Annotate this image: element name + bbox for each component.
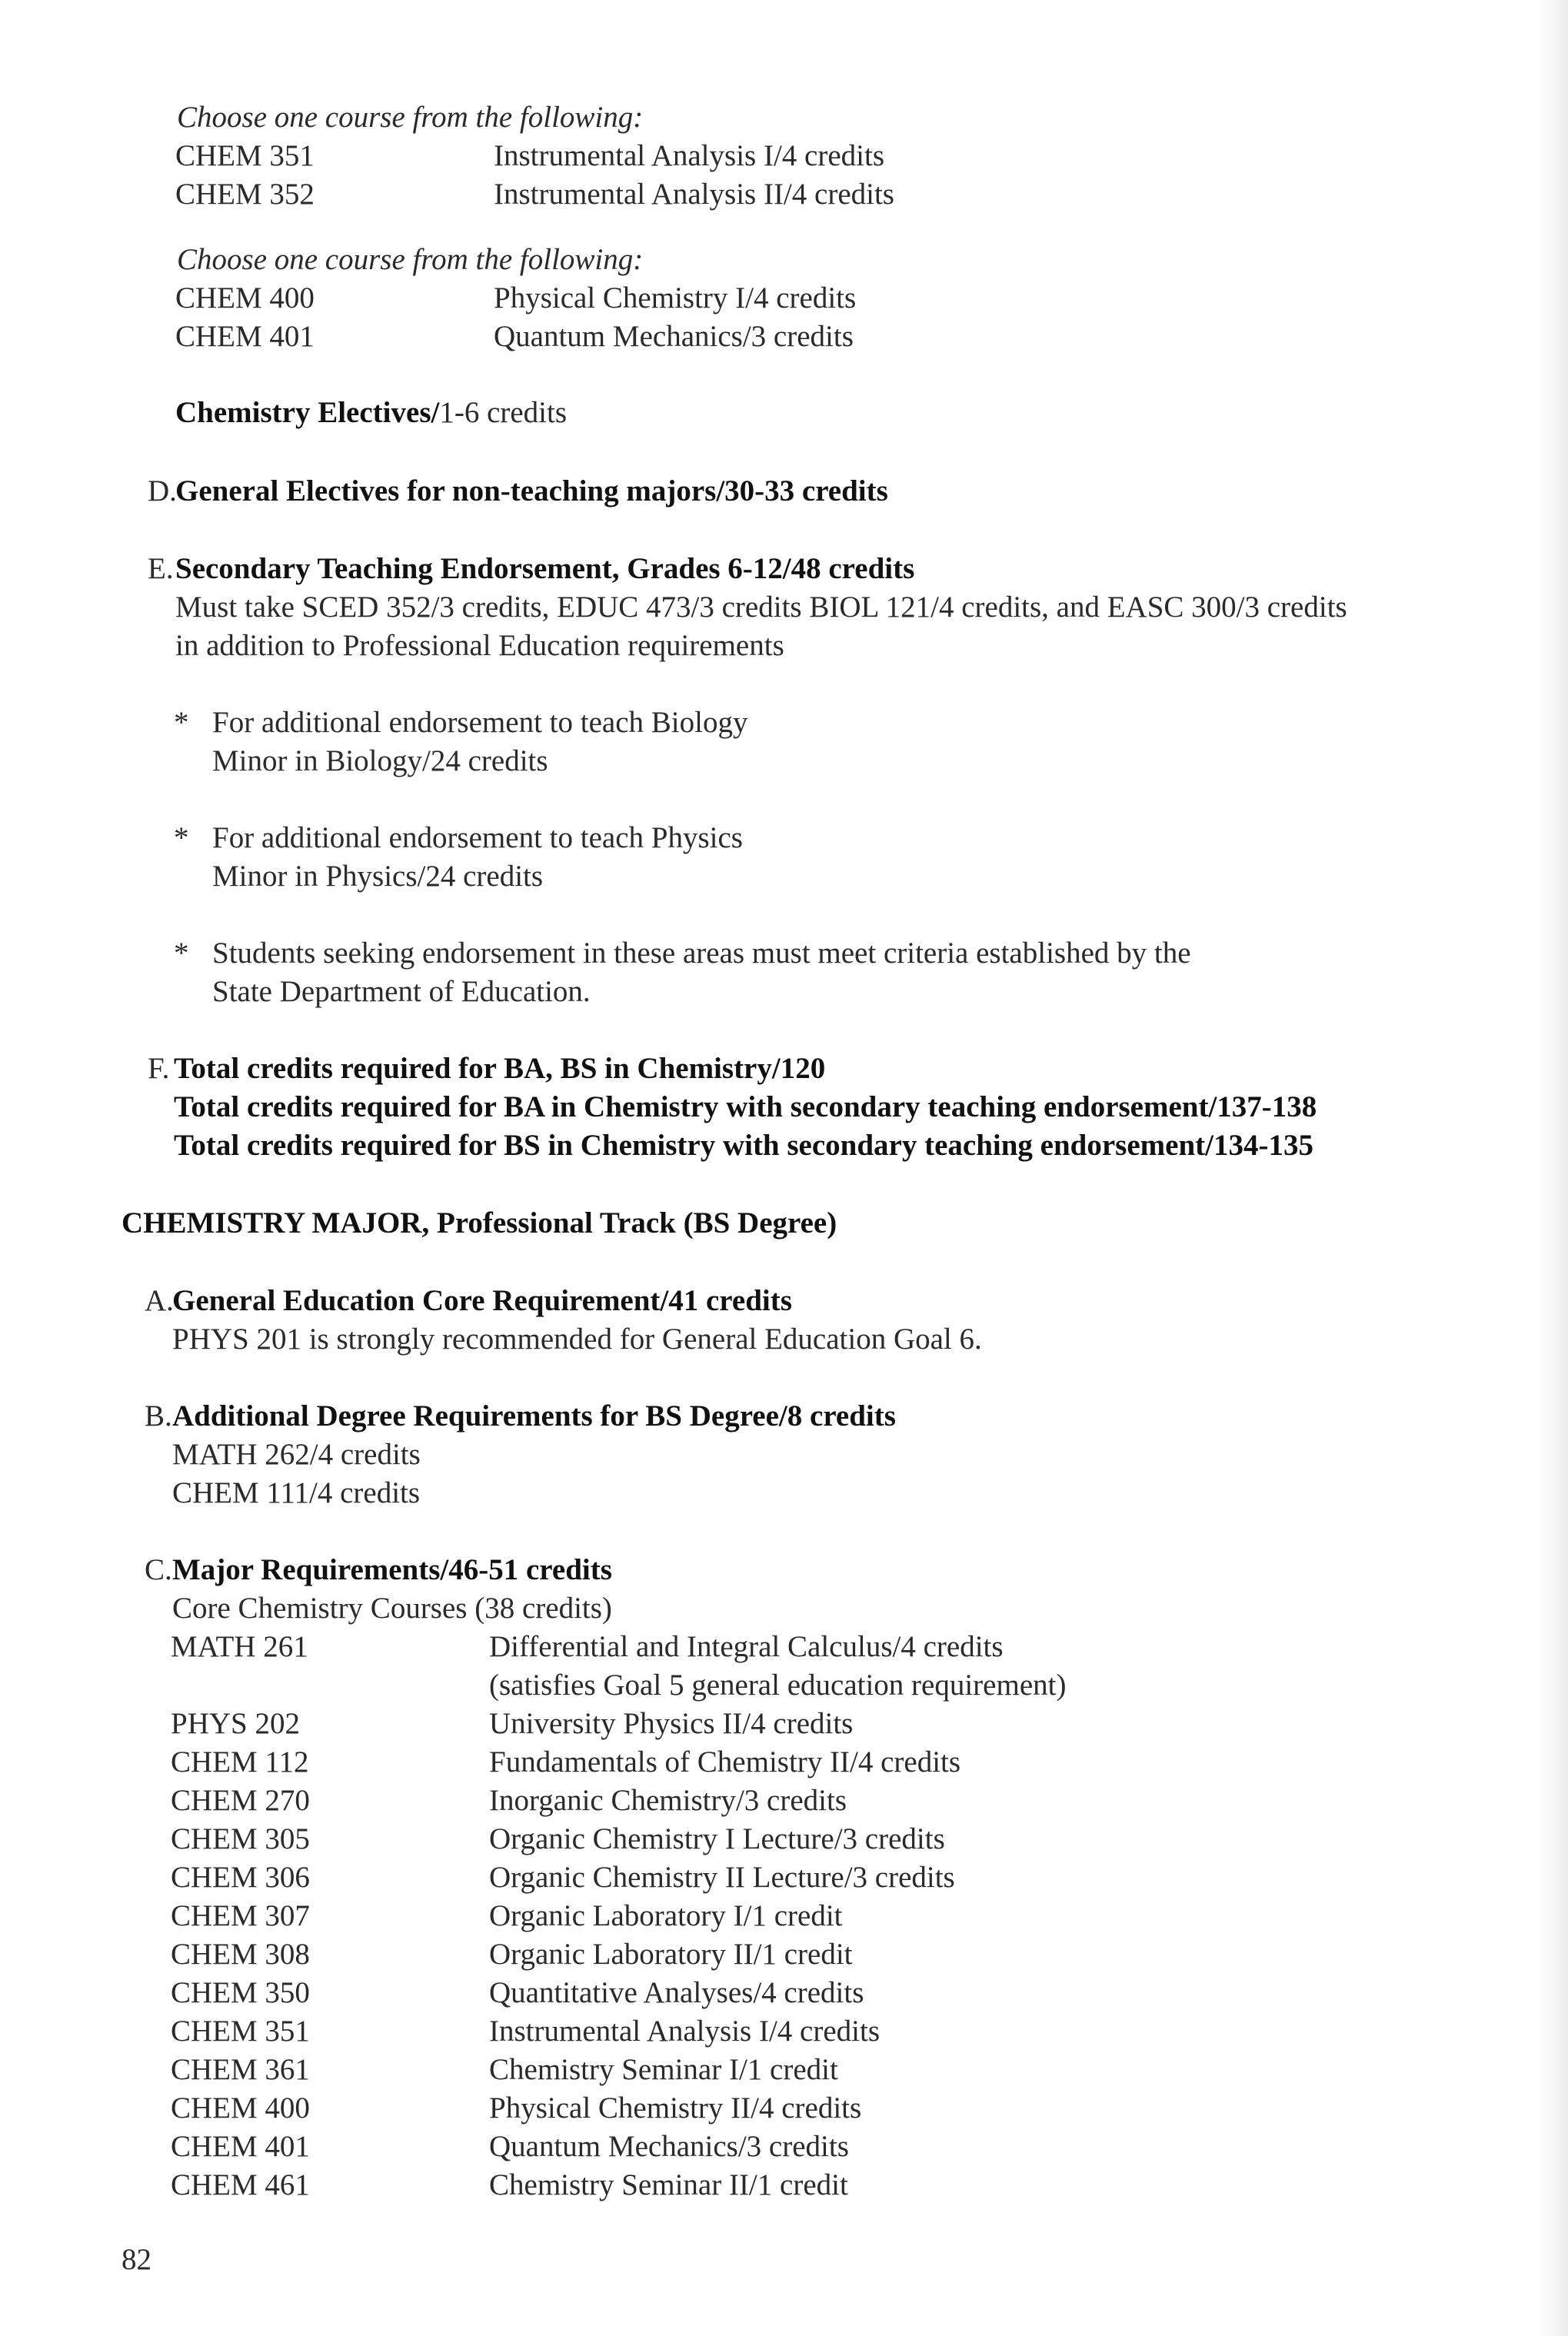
course-desc: Chemistry Seminar II/1 credit bbox=[489, 2168, 848, 2201]
total-credits-line: Total credits required for BA, BS in Chemistry/120 bbox=[174, 1052, 826, 1085]
course-desc: Fundamentals of Chemistry II/4 credits bbox=[489, 1745, 961, 1779]
bullet-text: Minor in Physics/24 credits bbox=[212, 860, 544, 893]
choose-label-1: Choose one course from the following: bbox=[177, 101, 644, 134]
course-desc: Quantum Mechanics/3 credits bbox=[494, 320, 854, 353]
section-b-text: MATH 262/4 credits bbox=[172, 1438, 421, 1471]
section-letter: E. bbox=[148, 552, 174, 585]
total-credits-line: Total credits required for BA in Chemistry with secondary teaching endorsement/137-138 bbox=[174, 1090, 1317, 1123]
electives-value: 1-6 credits bbox=[439, 396, 568, 429]
course-desc: Organic Laboratory II/1 credit bbox=[489, 1938, 853, 1971]
course-desc: (satisfies Goal 5 general education requirement) bbox=[489, 1669, 1067, 1702]
section-a-title: General Education Core Requirement/41 credits bbox=[172, 1284, 792, 1317]
total-credits-line: Total credits required for BS in Chemistry with secondary teaching endorsement/134-135 bbox=[174, 1129, 1313, 1162]
course-code: MATH 261 bbox=[171, 1630, 308, 1663]
bullet-text: For additional endorsement to teach Biology bbox=[212, 706, 748, 739]
bullet-text: Students seeking endorsement in these areas must meet criteria established by the bbox=[212, 937, 1191, 970]
course-desc: Organic Chemistry I Lecture/3 credits bbox=[489, 1822, 945, 1855]
page-number: 82 bbox=[122, 2243, 151, 2276]
course-desc: Quantitative Analyses/4 credits bbox=[489, 1976, 864, 2009]
course-code: CHEM 306 bbox=[171, 1861, 310, 1894]
scan-edge-shadow bbox=[1537, 0, 1568, 2336]
bullet-asterisk: * bbox=[174, 821, 189, 854]
course-code: CHEM 361 bbox=[171, 2053, 310, 2086]
section-letter: D. bbox=[148, 474, 177, 507]
section-e-text: in addition to Professional Education requirements bbox=[175, 629, 784, 662]
course-code: CHEM 401 bbox=[171, 2130, 310, 2163]
bullet-text: For additional endorsement to teach Physics bbox=[212, 821, 743, 854]
course-code: CHEM 461 bbox=[171, 2168, 310, 2201]
bullet-asterisk: * bbox=[174, 937, 189, 970]
course-desc: Differential and Integral Calculus/4 credits bbox=[489, 1630, 1004, 1663]
course-desc: Physical Chemistry II/4 credits bbox=[489, 2091, 862, 2125]
section-letter: A. bbox=[145, 1284, 174, 1317]
course-code: CHEM 401 bbox=[175, 320, 315, 353]
course-code: CHEM 305 bbox=[171, 1822, 310, 1855]
section-letter: C. bbox=[145, 1553, 172, 1586]
course-code: CHEM 352 bbox=[175, 178, 315, 211]
course-code: CHEM 350 bbox=[171, 1976, 310, 2009]
course-desc: Instrumental Analysis I/4 credits bbox=[489, 2015, 880, 2048]
course-desc: University Physics II/4 credits bbox=[489, 1707, 854, 1740]
course-code: PHYS 202 bbox=[171, 1707, 300, 1740]
section-b-title: Additional Degree Requirements for BS Degree/8 credits bbox=[172, 1399, 896, 1433]
course-desc: Chemistry Seminar I/1 credit bbox=[489, 2053, 838, 2086]
section-e-text: Must take SCED 352/3 credits, EDUC 473/3 credits BIOL 121/4 credits, and EASC 300/3 credits bbox=[175, 591, 1347, 624]
course-code: CHEM 351 bbox=[171, 2015, 310, 2048]
course-desc: Inorganic Chemistry/3 credits bbox=[489, 1784, 847, 1817]
section-c-subheading: Core Chemistry Courses (38 credits) bbox=[172, 1592, 612, 1625]
course-desc: Quantum Mechanics/3 credits bbox=[489, 2130, 849, 2163]
course-code: CHEM 307 bbox=[171, 1899, 310, 1932]
course-desc: Organic Laboratory I/1 credit bbox=[489, 1899, 843, 1932]
choose-label-2: Choose one course from the following: bbox=[177, 243, 644, 276]
bullet-asterisk: * bbox=[174, 706, 189, 739]
section-letter: F. bbox=[148, 1052, 170, 1085]
electives-title: Chemistry Electives/ bbox=[175, 396, 440, 429]
course-code: CHEM 308 bbox=[171, 1938, 310, 1971]
course-desc: Instrumental Analysis I/4 credits bbox=[494, 139, 884, 172]
chemistry-electives bbox=[175, 394, 567, 432]
course-code: CHEM 351 bbox=[175, 139, 315, 172]
course-desc: Organic Chemistry II Lecture/3 credits bbox=[489, 1861, 955, 1894]
section-d-title: General Electives for non-teaching majors/30-33 credits bbox=[175, 474, 888, 507]
course-code: CHEM 400 bbox=[175, 281, 315, 314]
bullet-text: Minor in Biology/24 credits bbox=[212, 744, 548, 777]
section-e-title: Secondary Teaching Endorsement, Grades 6-12/48 credits bbox=[175, 552, 915, 585]
section-c-title: Major Requirements/46-51 credits bbox=[172, 1553, 612, 1586]
course-code: CHEM 112 bbox=[171, 1745, 309, 1779]
course-desc: Instrumental Analysis II/4 credits bbox=[494, 178, 894, 211]
course-desc: Physical Chemistry I/4 credits bbox=[494, 281, 857, 314]
bullet-text: State Department of Education. bbox=[212, 975, 591, 1008]
section-letter: B. bbox=[145, 1399, 172, 1433]
section-a-text: PHYS 201 is strongly recommended for General Education Goal 6. bbox=[172, 1323, 982, 1356]
major-heading: CHEMISTRY MAJOR, Professional Track (BS Degree) bbox=[122, 1206, 837, 1240]
section-b-text: CHEM 111/4 credits bbox=[172, 1476, 421, 1509]
course-code: CHEM 400 bbox=[171, 2091, 310, 2125]
course-code: CHEM 270 bbox=[171, 1784, 310, 1817]
